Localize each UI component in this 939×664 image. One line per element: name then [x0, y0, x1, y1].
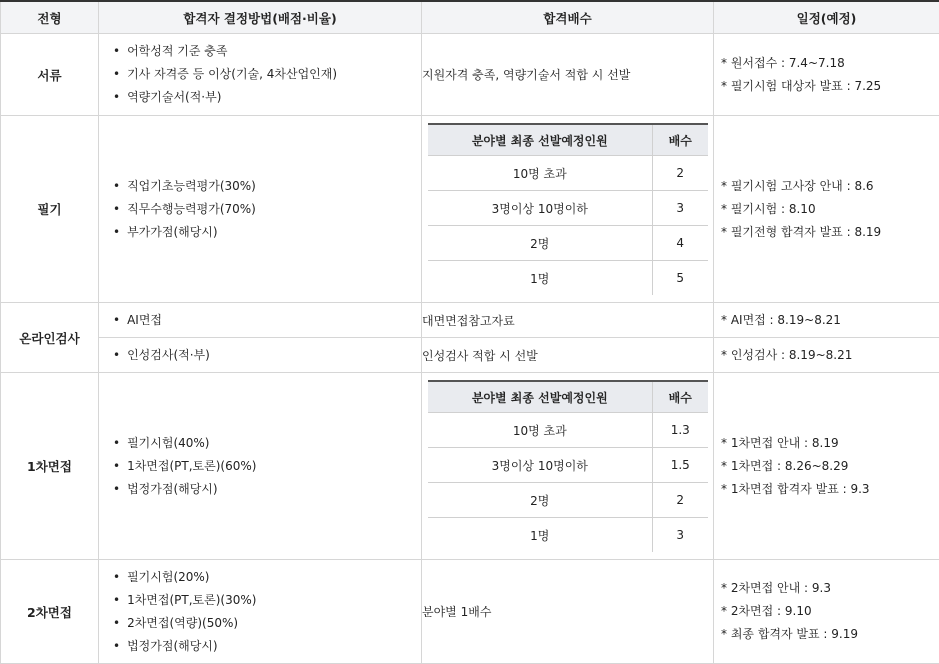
- inner-header-count: 분야별 최종 선발예정인원: [428, 124, 652, 156]
- multiple-cell-interview1: [422, 373, 714, 560]
- multiple-cell-written: [422, 116, 714, 303]
- schedule-item: * AI면접 : 8.19~8.21: [721, 309, 939, 332]
- inner-cell-multiple: 2: [652, 483, 708, 518]
- schedule-item: * 2차면접 안내 : 9.3: [721, 577, 939, 600]
- schedule-cell-interview1: [714, 373, 939, 560]
- table-row: [428, 483, 708, 518]
- inner-cell-count: 1명: [428, 261, 652, 296]
- schedule-cell-interview2: [714, 560, 939, 664]
- schedule-cell-online-ai: [714, 303, 939, 338]
- stage-online: 온라인검사: [1, 303, 99, 373]
- method-item: • 인성검사(적·부): [113, 344, 421, 367]
- table-row: [428, 226, 708, 261]
- schedule-item: * 인성검사 : 8.19~8.21: [721, 344, 939, 367]
- multiple-online-ai: 대면면접참고자료: [422, 303, 714, 338]
- table-row: [428, 448, 708, 483]
- header-stage: 전형: [1, 1, 99, 34]
- method-item: • AI면접: [113, 309, 421, 332]
- schedule-item: * 최종 합격자 발표 : 9.19: [721, 623, 939, 646]
- table-row: [428, 261, 708, 296]
- method-item: • 어학성적 기준 충족: [113, 40, 421, 63]
- method-item: • 필기시험(40%): [113, 432, 421, 455]
- method-item: • 부가가점(해당시): [113, 221, 421, 244]
- multiple-table-interview1: [428, 380, 708, 552]
- method-item: • 직무수행능력평가(70%): [113, 198, 421, 221]
- table-row: [428, 191, 708, 226]
- row-online-ai: [1, 303, 939, 338]
- stage-document: 서류: [1, 34, 99, 116]
- schedule-item: * 필기시험 대상자 발표 : 7.25: [721, 75, 939, 98]
- method-cell-interview2: [99, 560, 422, 664]
- method-item: • 2차면접(역량)(50%): [113, 612, 421, 635]
- schedule-item: * 필기시험 : 8.10: [721, 198, 939, 221]
- table-row: [428, 518, 708, 553]
- multiple-interview2: 분야별 1배수: [422, 560, 714, 664]
- stage-interview2: 2차면접: [1, 560, 99, 664]
- multiple-document: 지원자격 충족, 역량기술서 적합 시 선발: [422, 34, 714, 116]
- inner-header-count: 분야별 최종 선발예정인원: [428, 381, 652, 413]
- method-item: • 필기시험(20%): [113, 566, 421, 589]
- inner-cell-multiple: 1.3: [652, 413, 708, 448]
- inner-cell-multiple: 1.5: [652, 448, 708, 483]
- inner-cell-count: 10명 초과: [428, 413, 652, 448]
- method-item: • 직업기초능력평가(30%): [113, 175, 421, 198]
- header-row: [1, 1, 939, 34]
- header-multiple: 합격배수: [422, 1, 714, 34]
- schedule-item: * 1차면접 합격자 발표 : 9.3: [721, 478, 939, 501]
- method-item: • 법정가점(해당시): [113, 478, 421, 501]
- inner-cell-multiple: 2: [652, 156, 708, 191]
- inner-cell-multiple: 5: [652, 261, 708, 296]
- inner-cell-count: 2명: [428, 483, 652, 518]
- schedule-cell-document: [714, 34, 939, 116]
- row-interview1: [1, 373, 939, 560]
- schedule-item: * 1차면접 : 8.26~8.29: [721, 455, 939, 478]
- stage-interview1: 1차면접: [1, 373, 99, 560]
- method-cell-online-personality: [99, 338, 422, 373]
- inner-cell-count: 2명: [428, 226, 652, 261]
- table-row: [428, 413, 708, 448]
- table-row: [428, 156, 708, 191]
- header-schedule: 일정(예정): [714, 1, 939, 34]
- row-written: [1, 116, 939, 303]
- schedule-item: * 원서접수 : 7.4~7.18: [721, 52, 939, 75]
- schedule-cell-written: [714, 116, 939, 303]
- schedule-cell-online-personality: [714, 338, 939, 373]
- row-online-personality: [1, 338, 939, 373]
- inner-cell-multiple: 4: [652, 226, 708, 261]
- inner-cell-count: 10명 초과: [428, 156, 652, 191]
- inner-cell-count: 1명: [428, 518, 652, 553]
- inner-cell-multiple: 3: [652, 191, 708, 226]
- method-item: • 법정가점(해당시): [113, 635, 421, 658]
- method-cell-written: [99, 116, 422, 303]
- inner-header-multiple: 배수: [652, 381, 708, 413]
- method-cell-interview1: [99, 373, 422, 560]
- row-interview2: [1, 560, 939, 664]
- row-document: [1, 34, 939, 116]
- multiple-online-personality: 인성검사 적합 시 선발: [422, 338, 714, 373]
- method-item: • 1차면접(PT,토론)(60%): [113, 455, 421, 478]
- inner-cell-multiple: 3: [652, 518, 708, 553]
- inner-cell-count: 3명이상 10명이하: [428, 191, 652, 226]
- method-item: • 기사 자격증 등 이상(기술, 4차산업인재): [113, 63, 421, 86]
- stage-written: 필기: [1, 116, 99, 303]
- method-cell-document: [99, 34, 422, 116]
- inner-cell-count: 3명이상 10명이하: [428, 448, 652, 483]
- schedule-item: * 1차면접 안내 : 8.19: [721, 432, 939, 455]
- method-item: • 역량기술서(적·부): [113, 86, 421, 109]
- schedule-item: * 2차면접 : 9.10: [721, 600, 939, 623]
- inner-header-multiple: 배수: [652, 124, 708, 156]
- multiple-table-written: [428, 123, 708, 295]
- schedule-item: * 필기시험 고사장 안내 : 8.6: [721, 175, 939, 198]
- method-cell-online-ai: [99, 303, 422, 338]
- method-item: • 1차면접(PT,토론)(30%): [113, 589, 421, 612]
- schedule-item: * 필기전형 합격자 발표 : 8.19: [721, 221, 939, 244]
- header-method: 합격자 결정방법(배점·비율): [99, 1, 422, 34]
